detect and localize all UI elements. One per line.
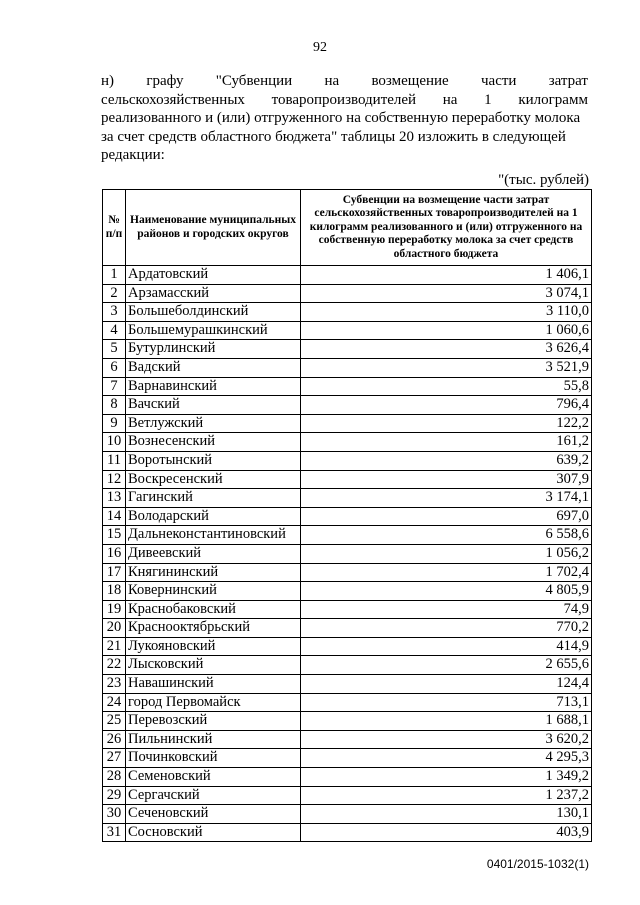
row-number: 29: [103, 786, 126, 805]
subsidy-value: 161,2: [301, 433, 592, 452]
row-number: 5: [103, 340, 126, 359]
row-number: 28: [103, 768, 126, 787]
subsidy-value: 414,9: [301, 637, 592, 656]
district-name: Ветлужский: [126, 414, 301, 433]
table-row: [103, 451, 592, 470]
subsidy-value: 55,8: [301, 377, 592, 396]
district-name: Сергачский: [126, 786, 301, 805]
table-row: [103, 470, 592, 489]
subsidy-value: 1 056,2: [301, 544, 592, 563]
table-row: [103, 786, 592, 805]
table-body: [103, 266, 592, 842]
subsidy-value: 3 074,1: [301, 284, 592, 303]
intro-word: сельскохозяйственных: [101, 91, 245, 108]
subsidy-value: 1 702,4: [301, 563, 592, 582]
intro-line-3: [101, 109, 588, 128]
row-number: 9: [103, 414, 126, 433]
subsidy-value: 1 406,1: [301, 266, 592, 285]
table-row: [103, 414, 592, 433]
district-name: Сосновский: [126, 823, 301, 842]
district-name: Починковский: [126, 749, 301, 768]
table-row: [103, 284, 592, 303]
district-name: Дивеевский: [126, 544, 301, 563]
intro-paragraph: [101, 72, 588, 165]
intro-text: редакции:: [101, 147, 165, 163]
subsidy-value: 770,2: [301, 619, 592, 638]
header-value: Субвенции на возмещение части затрат сельскохозяйственных товаропроизводителей на 1 килограмм реализованного и (или) отгруженного на собственную переработку молока за счет средств областного бюджета: [301, 190, 592, 266]
row-number: 12: [103, 470, 126, 489]
table-row: [103, 303, 592, 322]
district-name: Воскресенский: [126, 470, 301, 489]
intro-word: возмещение: [371, 73, 449, 89]
district-name: Арзамасский: [126, 284, 301, 303]
row-number: 22: [103, 656, 126, 675]
table-row: [103, 656, 592, 675]
table-row: [103, 433, 592, 452]
table-header-row: [103, 190, 592, 266]
unit-label: "(тыс. рублей): [498, 172, 589, 188]
intro-word: части: [481, 73, 517, 89]
subsidy-value: 697,0: [301, 507, 592, 526]
row-number: 17: [103, 563, 126, 582]
row-number: 8: [103, 396, 126, 415]
row-number: 10: [103, 433, 126, 452]
district-name: Вознесенский: [126, 433, 301, 452]
subsidy-value: 3 174,1: [301, 489, 592, 508]
district-name: Бутурлинский: [126, 340, 301, 359]
subsidy-value: 639,2: [301, 451, 592, 470]
row-number: 21: [103, 637, 126, 656]
row-number: 4: [103, 321, 126, 340]
table-row: [103, 823, 592, 842]
row-number: 25: [103, 712, 126, 731]
table-row: [103, 619, 592, 638]
row-number: 7: [103, 377, 126, 396]
row-number: 18: [103, 582, 126, 601]
district-name: Лукояновский: [126, 637, 301, 656]
table-row: [103, 377, 592, 396]
row-number: 13: [103, 489, 126, 508]
district-name: Перевозский: [126, 712, 301, 731]
table-row: [103, 358, 592, 377]
subsidy-value: 1 349,2: [301, 768, 592, 787]
district-name: Сеченовский: [126, 805, 301, 824]
row-number: 31: [103, 823, 126, 842]
subsidy-value: 74,9: [301, 600, 592, 619]
subsidy-value: 4 805,9: [301, 582, 592, 601]
table-row: [103, 749, 592, 768]
table-row: [103, 489, 592, 508]
intro-word: килограмм: [518, 91, 588, 108]
subsidy-value: 1 688,1: [301, 712, 592, 731]
district-name: Большемурашкинский: [126, 321, 301, 340]
table-row: [103, 730, 592, 749]
intro-word: затрат: [548, 73, 588, 89]
table-row: [103, 675, 592, 694]
table-row: [103, 507, 592, 526]
district-name: Вачский: [126, 396, 301, 415]
intro-line-1: [101, 72, 588, 91]
district-name: Варнавинский: [126, 377, 301, 396]
subsidy-value: 796,4: [301, 396, 592, 415]
subsidy-value: 1 060,6: [301, 321, 592, 340]
district-name: Ардатовский: [126, 266, 301, 285]
row-number: 26: [103, 730, 126, 749]
district-name: Вадский: [126, 358, 301, 377]
district-name: Дальнеконстантиновский: [126, 526, 301, 545]
subsidy-value: 403,9: [301, 823, 592, 842]
intro-word: графу: [146, 73, 184, 89]
district-name: Навашинский: [126, 675, 301, 694]
row-number: 2: [103, 284, 126, 303]
row-number: 27: [103, 749, 126, 768]
table-row: [103, 582, 592, 601]
table-row: [103, 266, 592, 285]
row-number: 24: [103, 693, 126, 712]
table-row: [103, 526, 592, 545]
row-number: 19: [103, 600, 126, 619]
district-name: Воротынский: [126, 451, 301, 470]
row-number: 15: [103, 526, 126, 545]
header-num: № п/п: [103, 190, 126, 266]
district-name: Краснобаковский: [126, 600, 301, 619]
subsidy-value: 307,9: [301, 470, 592, 489]
subsidy-value: 1 237,2: [301, 786, 592, 805]
header-name: Наименование муниципальных районов и городских округов: [126, 190, 301, 266]
intro-word: "Субвенции: [215, 73, 293, 89]
subsidy-value: 6 558,6: [301, 526, 592, 545]
row-number: 11: [103, 451, 126, 470]
table-row: [103, 712, 592, 731]
district-name: Ковернинский: [126, 582, 301, 601]
district-name: Володарский: [126, 507, 301, 526]
subsidy-value: 122,2: [301, 414, 592, 433]
subsidy-value: 4 295,3: [301, 749, 592, 768]
table-row: [103, 544, 592, 563]
row-number: 20: [103, 619, 126, 638]
subsidy-value: 2 655,6: [301, 656, 592, 675]
intro-line-4: [101, 128, 588, 147]
district-name: Большеболдинский: [126, 303, 301, 322]
row-number: 16: [103, 544, 126, 563]
table-row: [103, 768, 592, 787]
intro-line-5: [101, 146, 588, 165]
row-number: 3: [103, 303, 126, 322]
intro-word: н): [101, 73, 115, 89]
district-name: Пильнинский: [126, 730, 301, 749]
row-number: 6: [103, 358, 126, 377]
district-name: город Первомайск: [126, 693, 301, 712]
table-row: [103, 563, 592, 582]
row-number: 14: [103, 507, 126, 526]
table-row: [103, 396, 592, 415]
subsidy-value: 713,1: [301, 693, 592, 712]
table-row: [103, 637, 592, 656]
row-number: 30: [103, 805, 126, 824]
page-number: 92: [313, 40, 327, 55]
subsidy-table: [102, 189, 592, 842]
subsidy-value: 3 110,0: [301, 303, 592, 322]
intro-word: на: [442, 91, 458, 108]
subsidy-value: 130,1: [301, 805, 592, 824]
subsidy-value: 3 521,9: [301, 358, 592, 377]
intro-line-2: [101, 91, 588, 110]
subsidy-value: 3 626,4: [301, 340, 592, 359]
intro-word: 1: [484, 91, 492, 108]
district-name: Княгининский: [126, 563, 301, 582]
district-name: Краснооктябрьский: [126, 619, 301, 638]
row-number: 1: [103, 266, 126, 285]
table-row: [103, 805, 592, 824]
district-name: Гагинский: [126, 489, 301, 508]
table-row: [103, 600, 592, 619]
table-row: [103, 321, 592, 340]
intro-word: на: [324, 73, 340, 89]
intro-text: реализованного и (или) отгруженного на собственную переработку молока: [101, 110, 581, 126]
document-code: 0401/2015-1032(1): [486, 857, 589, 871]
table-row: [103, 340, 592, 359]
row-number: 23: [103, 675, 126, 694]
district-name: Семеновский: [126, 768, 301, 787]
subsidy-value: 124,4: [301, 675, 592, 694]
intro-text: за счет средств областного бюджета" таблицы 20 изложить в следующей: [101, 128, 566, 145]
district-name: Лысковский: [126, 656, 301, 675]
subsidy-value: 3 620,2: [301, 730, 592, 749]
table-row: [103, 693, 592, 712]
intro-word: товаропроизводителей: [271, 91, 417, 108]
